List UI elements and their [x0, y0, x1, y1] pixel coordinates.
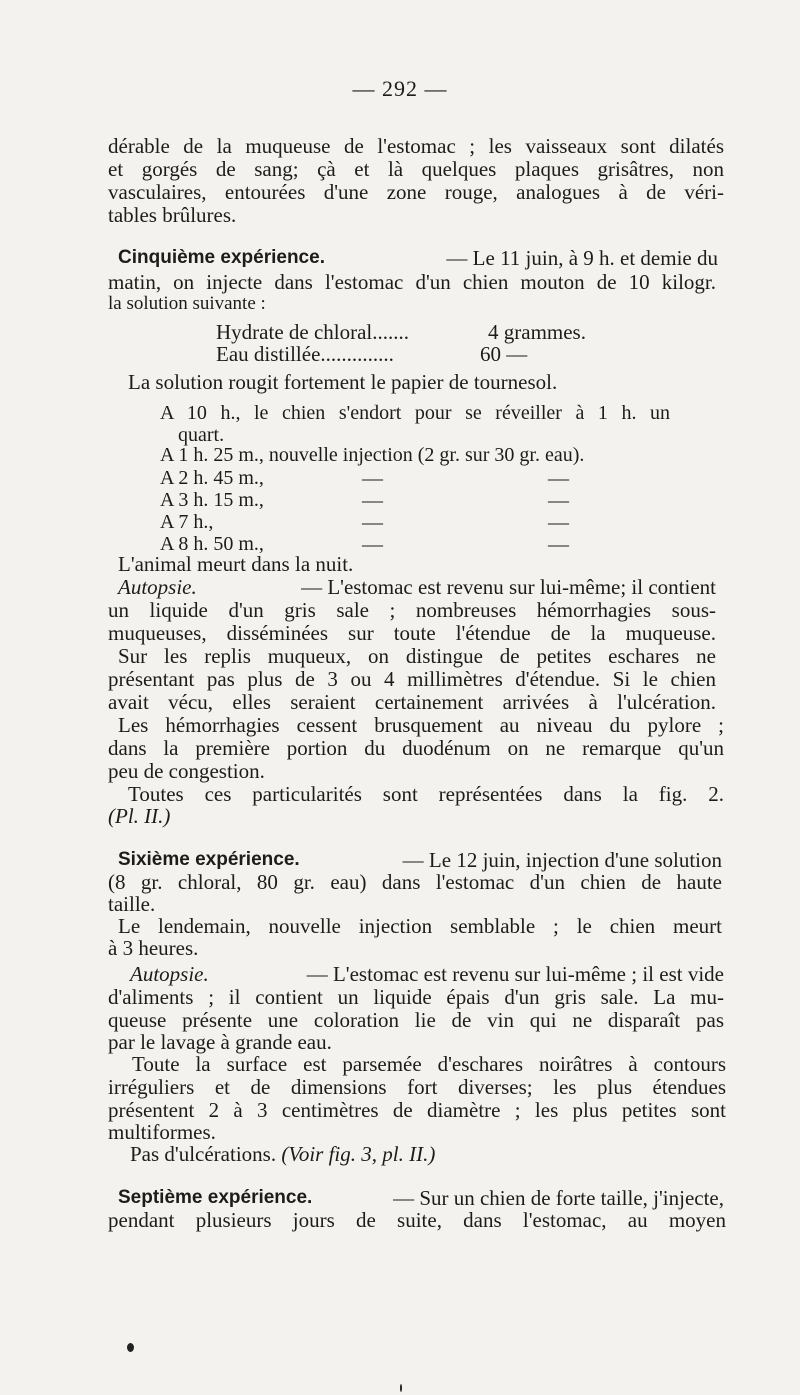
experiment-6-first-line: [118, 848, 722, 872]
text-line: un liquide d'un gris sale ; nombreuses hémorrhagies sous-: [108, 598, 716, 622]
text-line: présentent 2 à 3 centimètres de diamètre ; les plus petites sont: [108, 1098, 726, 1122]
text-line: taille.: [108, 892, 156, 916]
formula-ingredient: Eau distillée..............: [216, 342, 394, 366]
timeline-row: A 7 h.,: [160, 511, 214, 533]
text-line: Les hémorrhagies cessent brusquement au niveau du pylore ;: [118, 713, 724, 737]
autopsy-label: Autopsie.: [130, 962, 209, 986]
text-line: — Le 12 juin, injection d'une solution: [402, 848, 722, 872]
experiment-7-first-line: [118, 1186, 724, 1210]
text-line: vasculaires, entourées d'une zone rouge, analogues à de véri-: [108, 180, 724, 204]
experiment-7-heading: Septième expérience.: [118, 1187, 313, 1208]
formula-quantity: 4 grammes.: [488, 320, 586, 344]
experiment-5-first-line: [118, 246, 718, 270]
text-line: irréguliers et de dimensions fort diverses; les plus étendues: [108, 1075, 726, 1099]
timeline-row: quart.: [178, 424, 225, 446]
figure-reference: (Voir fig. 3, pl. II.): [281, 1142, 436, 1166]
text-line: peu de congestion.: [108, 759, 265, 783]
ditto-mark: —: [362, 466, 383, 490]
ditto-mark: —: [548, 488, 569, 512]
text-line: la solution suivante :: [108, 293, 266, 314]
text-line: — Sur un chien de forte taille, j'injecte,: [393, 1186, 724, 1210]
ink-speck: [400, 1384, 402, 1392]
text-line: Le lendemain, nouvelle injection semblable ; le chien meurt: [118, 914, 722, 938]
timeline-row: A 8 h. 50 m.,: [160, 533, 264, 555]
text-line: [130, 1142, 435, 1166]
text-line: (8 gr. chloral, 80 gr. eau) dans l'estomac d'un chien de haute: [108, 870, 722, 894]
formula-ingredient: Hydrate de chloral.......: [216, 320, 410, 344]
ink-speck: [127, 1343, 134, 1352]
text-line: L'animal meurt dans la nuit.: [118, 552, 354, 576]
ditto-mark: —: [548, 532, 569, 556]
text-line: matin, on injecte dans l'estomac d'un chien mouton de 10 kilogr.: [108, 270, 716, 294]
text-fragment: Pas d'ulcérations.: [130, 1142, 282, 1166]
autopsy-first-line: [118, 575, 716, 599]
text-line: La solution rougit fortement le papier de tournesol.: [128, 370, 558, 394]
text-line: queuse présente une coloration lie de vin qui ne disparaît pas: [108, 1008, 724, 1032]
text-line: avait vécu, elles seraient certainement arrivées à l'ulcération.: [108, 690, 716, 714]
text-line: dans la première portion du duodénum on ne remarque qu'un: [108, 736, 724, 760]
text-line: — Le 11 juin, à 9 h. et demie du: [446, 246, 718, 270]
formula-quantity: 60 —: [480, 342, 528, 366]
ditto-mark: —: [362, 510, 383, 534]
timeline-row: A 3 h. 15 m.,: [160, 489, 264, 511]
text-line: dérable de la muqueuse de l'estomac ; les vaisseaux sont dilatés: [108, 134, 724, 158]
text-line: Toute la surface est parsemée d'eschares noirâtres à contours: [132, 1052, 726, 1076]
text-line: muqueuses, disséminées sur toute l'étendue de la muqueuse.: [108, 621, 716, 645]
ditto-mark: —: [548, 466, 569, 490]
text-line: par le lavage à grande eau.: [108, 1030, 332, 1054]
timeline-row: A 10 h., le chien s'endort pour se réveiller à 1 h. un: [160, 402, 670, 424]
page-number: — 292 —: [352, 76, 448, 101]
autopsy-label: Autopsie.: [118, 575, 197, 599]
ditto-mark: —: [362, 532, 383, 556]
ditto-mark: —: [362, 488, 383, 512]
text-line: pendant plusieurs jours de suite, dans l'estomac, au moyen: [108, 1208, 726, 1232]
text-line: tables brûlures.: [108, 203, 237, 227]
text-line: Sur les replis muqueux, on distingue de petites eschares ne: [118, 644, 716, 668]
text-line: à 3 heures.: [108, 936, 199, 960]
text-line: présentant pas plus de 3 ou 4 millimètres d'étendue. Si le chien: [108, 667, 716, 691]
timeline-row: A 2 h. 45 m.,: [160, 467, 264, 489]
timeline-row: A 1 h. 25 m., nouvelle injection (2 gr. sur 30 gr. eau).: [160, 444, 585, 466]
text-line: — L'estomac est revenu sur lui-même ; il est vide: [306, 962, 724, 986]
text-line: d'aliments ; il contient un liquide épais d'un gris sale. La mu-: [108, 985, 724, 1009]
autopsy-first-line: [130, 962, 724, 986]
experiment-5-heading: Cinquième expérience.: [118, 247, 325, 268]
experiment-6-heading: Sixième expérience.: [118, 849, 300, 870]
text-line: multiformes.: [108, 1120, 216, 1144]
text-line: — L'estomac est revenu sur lui-même; il contient: [301, 575, 716, 599]
plate-reference: (Pl. II.): [108, 804, 171, 828]
text-line: Toutes ces particularités sont représentées dans la fig. 2.: [128, 782, 724, 806]
ditto-mark: —: [548, 510, 569, 534]
text-line: et gorgés de sang; çà et là quelques plaques grisâtres, non: [108, 157, 724, 181]
